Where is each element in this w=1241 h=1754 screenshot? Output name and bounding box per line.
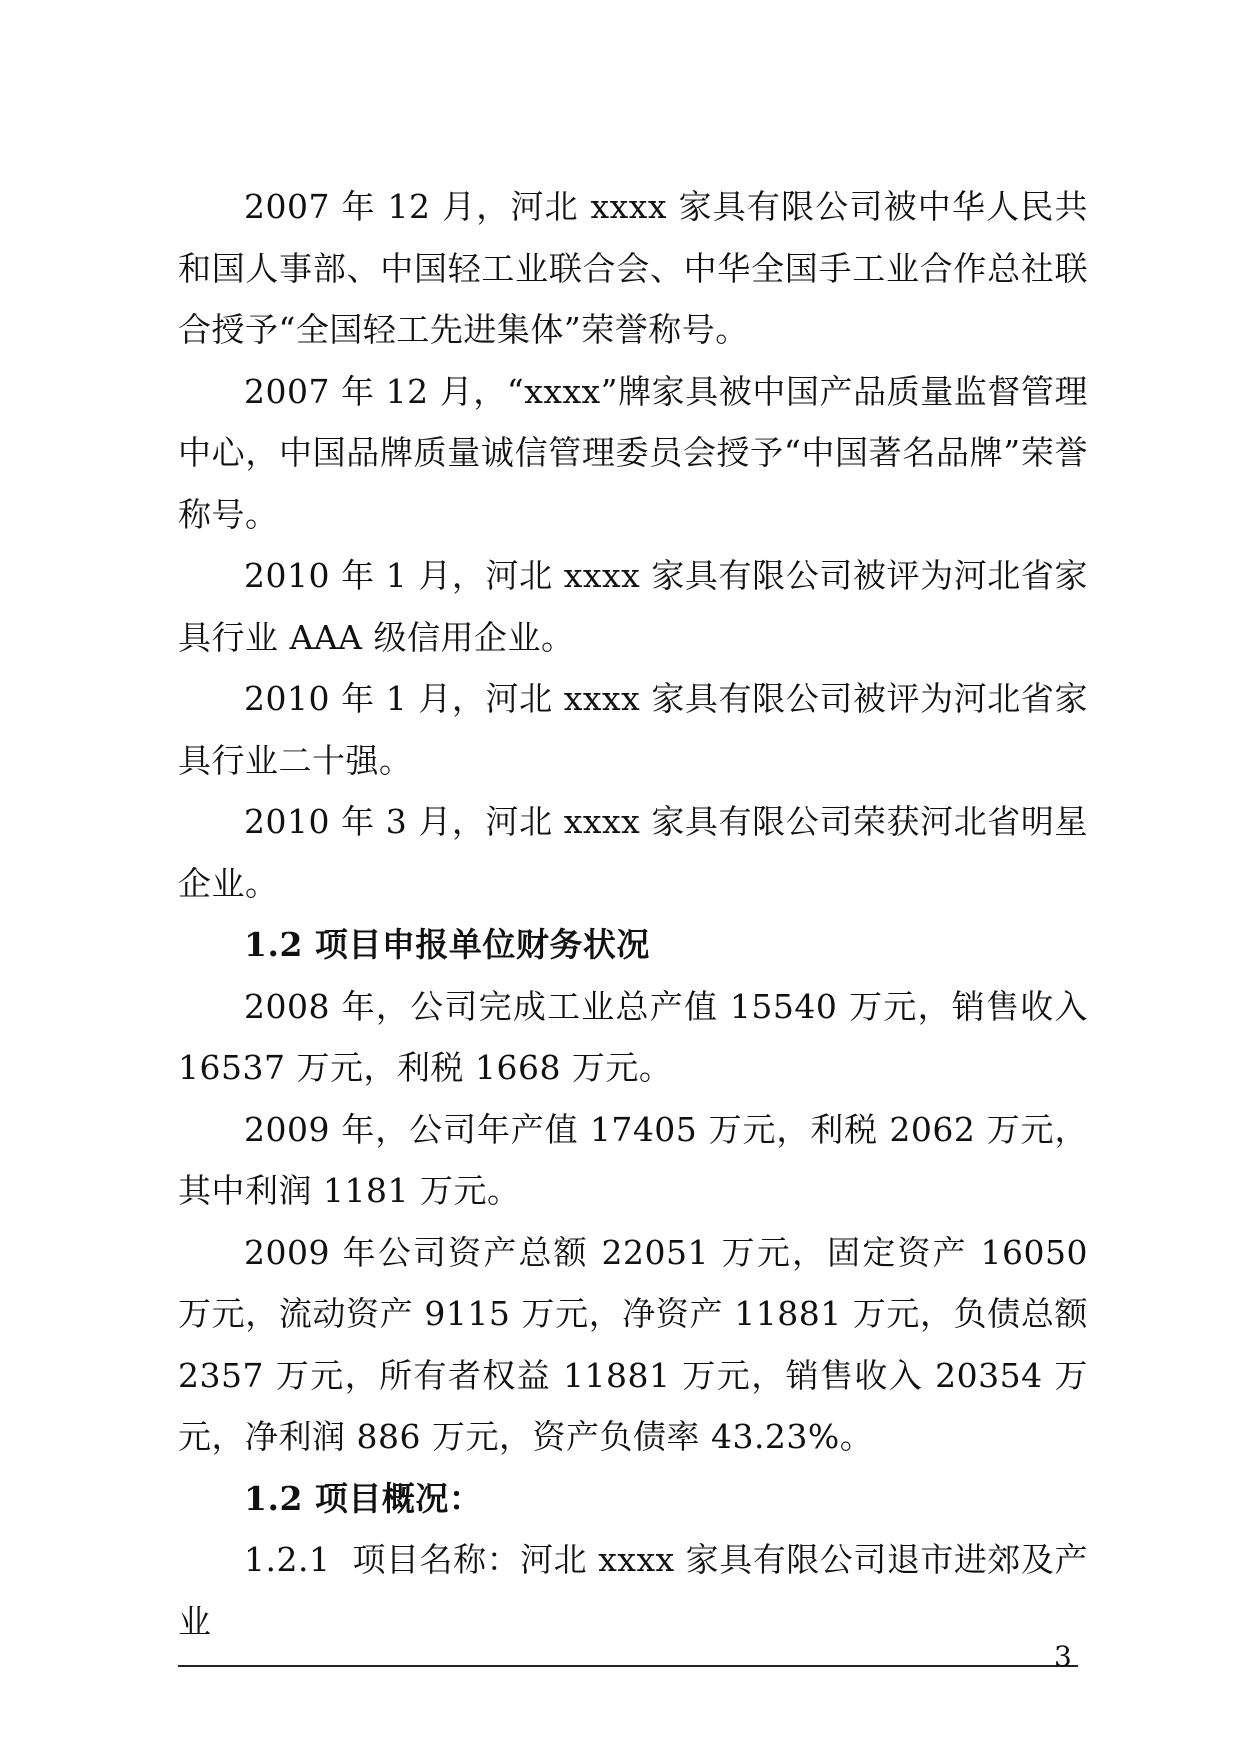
document-body (178, 176, 1099, 1652)
paragraph-award-2007-famous-brand: 2007 年 12 月，“xxxx”牌家具被中国产品质量监督管理中心，中国品牌质量诚信管理委员会授予“中国著名品牌”荣誉称号。 (178, 371, 1088, 534)
paragraph-finance-2009-assets: 2009 年公司资产总额 22051 万元，固定资产 16050 万元，流动资产 9115 万元，净资产 11881 万元，负债总额 2357 万元，所有者权益 11881 万元，销售收入 20354 万元，净利润 886 万元，资产负债率 43.23%。 (178, 1232, 1099, 1456)
paragraph-award-2007-light-industry: 2007 年 12 月，河北 xxxx 家具有限公司被中华人民共和国人事部、中国轻工业联合会、中华全国手工业合作总社联合授予“全国轻工先进集体”荣誉称号。 (178, 187, 1088, 349)
section-heading-financial-status: 1.2 项目申报单位财务状况 (244, 925, 650, 964)
paragraph-project-name: 1.2.1 项目名称：河北 xxxx 家具有限公司退市进郊及产业 (178, 1540, 1088, 1641)
footer-divider (178, 1665, 1078, 1667)
paragraph-award-2010-aaa-credit: 2010 年 1 月，河北 xxxx 家具有限公司被评为河北省家具行业 AAA 级信用企业。 (178, 556, 1088, 657)
paragraph-finance-2009-output: 2009 年，公司年产值 17405 万元，利税 2062 万元，其中利润 1181 万元。 (178, 1109, 1088, 1210)
section-heading-project-overview: 1.2 项目概况： (244, 1478, 483, 1518)
paragraph-award-2010-star-enterprise: 2010 年 3 月，河北 xxxx 家具有限公司荣获河北省明星企业。 (178, 802, 1088, 903)
page-number: 3 (1054, 1640, 1072, 1673)
paragraph-finance-2008: 2008 年，公司完成工业总产值 15540 万元，销售收入 16537 万元，利税 1668 万元。 (178, 986, 1099, 1087)
paragraph-award-2010-top-twenty: 2010 年 1 月，河北 xxxx 家具有限公司被评为河北省家具行业二十强。 (178, 679, 1088, 780)
